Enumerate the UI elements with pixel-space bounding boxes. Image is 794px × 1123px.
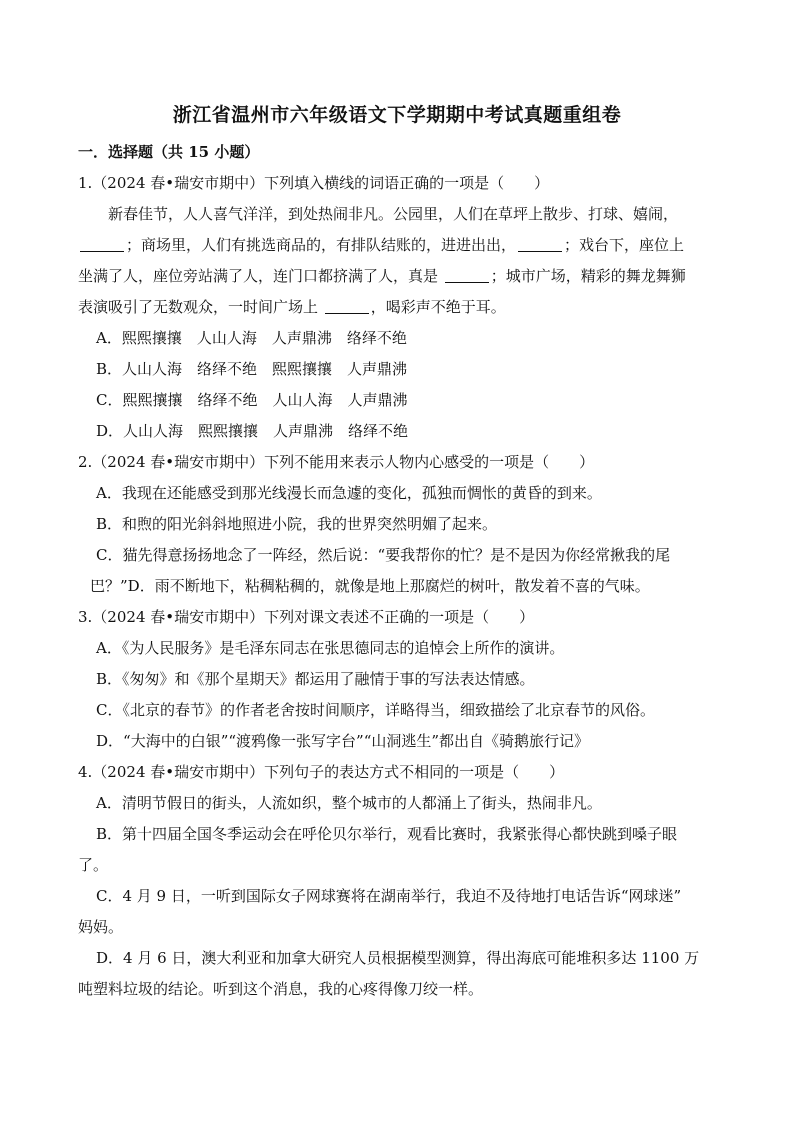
question-4-option-a: A．清明节假日的街头，人流如织，整个城市的人都涌上了街头，热闹非凡。 <box>96 794 602 812</box>
section-heading: 一．选择题（共 15 小题） <box>78 143 260 161</box>
question-1-passage-line-1: 新春佳节，人人喜气洋洋，到处热闹非凡。公园里，人们在草坪上散步、打球、嬉闹， <box>108 205 679 223</box>
question-2-option-c: C．猫先得意扬扬地念了一阵经，然后说：“要我帮你的忙？是不是因为你经常揪我的尾 <box>96 546 671 564</box>
answer-blank <box>445 267 489 283</box>
question-2-option-b: B．和煦的阳光斜斜地照进小院，我的世界突然明媚了起来。 <box>96 515 498 533</box>
question-1-option-b: B．人山人海 络绎不绝 熙熙攘攘 人声鼎沸 <box>96 360 408 378</box>
question-4-stem: 4.（2024 春•瑞安市期中）下列句子的表达方式不相同的一项是（ ） <box>78 763 565 781</box>
page-title: 浙江省温州市六年级语文下学期期中考试真题重组卷 <box>172 104 622 126</box>
question-3-stem: 3.（2024 春•瑞安市期中）下列对课文表述不正确的一项是（ ） <box>78 608 535 626</box>
question-1-option-c: C．熙熙攘攘 络绎不绝 人山人海 人声鼎沸 <box>96 391 408 409</box>
answer-blank <box>325 298 369 314</box>
answer-blank <box>80 236 124 252</box>
question-1-passage-line-4: 表演吸引了无数观众，一时间广场上 ，喝彩声不绝于耳。 <box>78 298 506 316</box>
question-4-option-c: C．4 月 9 日，一听到国际女子网球赛将在湖南举行，我迫不及待地打电话告诉“网球迷” <box>96 887 682 905</box>
question-1-stem: 1.（2024 春•瑞安市期中）下列填入横线的词语正确的一项是（ ） <box>78 174 550 192</box>
question-list <box>78 168 732 1005</box>
question-3-option-b: B．《匆匆》和《那个星期天》都运用了融情于事的写法表达情感。 <box>96 670 535 688</box>
question-2-option-a: A．我现在还能感受到那光线漫长而急遽的变化，孤独而惆怅的黄昏的到来。 <box>96 484 602 502</box>
question-3-option-a: A．《为人民服务》是毛泽东同志在张思德同志的追悼会上所作的演讲。 <box>96 639 565 657</box>
question-3-option-d: D．“大海中的白银”“渡鸦像一张写字台”“山洞逃生”都出自《骑鹅旅行记》 <box>96 732 590 750</box>
question-4-option-b: B．第十四届全国冬季运动会在呼伦贝尔举行，观看比赛时，我紧张得心都快跳到嗓子眼 <box>96 825 678 843</box>
question-3-option-c: C．《北京的春节》的作者老舍按时间顺序，详略得当，细致描绘了北京春节的风俗。 <box>96 701 655 719</box>
question-2-option-c-d-continued: 巴？”D．雨不断地下，粘稠粘稠的，就像是地上那腐烂的树叶，散发着不喜的气味。 <box>90 577 650 595</box>
question-4-option-b-continued: 了。 <box>78 856 109 874</box>
question-1-passage-line-2: ；商场里，人们有挑选商品的，有排队结账的，进进出出， ；戏台下，座位上 <box>78 230 732 261</box>
question-4-option-d: D．4 月 6 日，澳大利亚和加拿大研究人员根据模型测算，得出海底可能堆积多达 1100 万 <box>96 949 700 967</box>
question-1-option-a: A．熙熙攘攘 人山人海 人声鼎沸 络绎不绝 <box>96 329 407 347</box>
question-4-option-c-continued: 妈妈。 <box>78 918 124 936</box>
question-1-option-d: D．人山人海 熙熙攘攘 人声鼎沸 络绎不绝 <box>96 422 409 440</box>
question-2-stem: 2.（2024 春•瑞安市期中）下列不能用来表示人物内心感受的一项是（ ） <box>78 453 595 471</box>
question-4-option-d-continued: 吨塑料垃圾的结论。听到这个消息，我的心疼得像刀绞一样。 <box>78 980 484 998</box>
question-1-passage-line-3: 坐满了人，座位旁站满了人，连门口都挤满了人，真是 ；城市广场，精彩的舞龙舞狮 <box>78 267 686 285</box>
answer-blank <box>518 236 562 252</box>
